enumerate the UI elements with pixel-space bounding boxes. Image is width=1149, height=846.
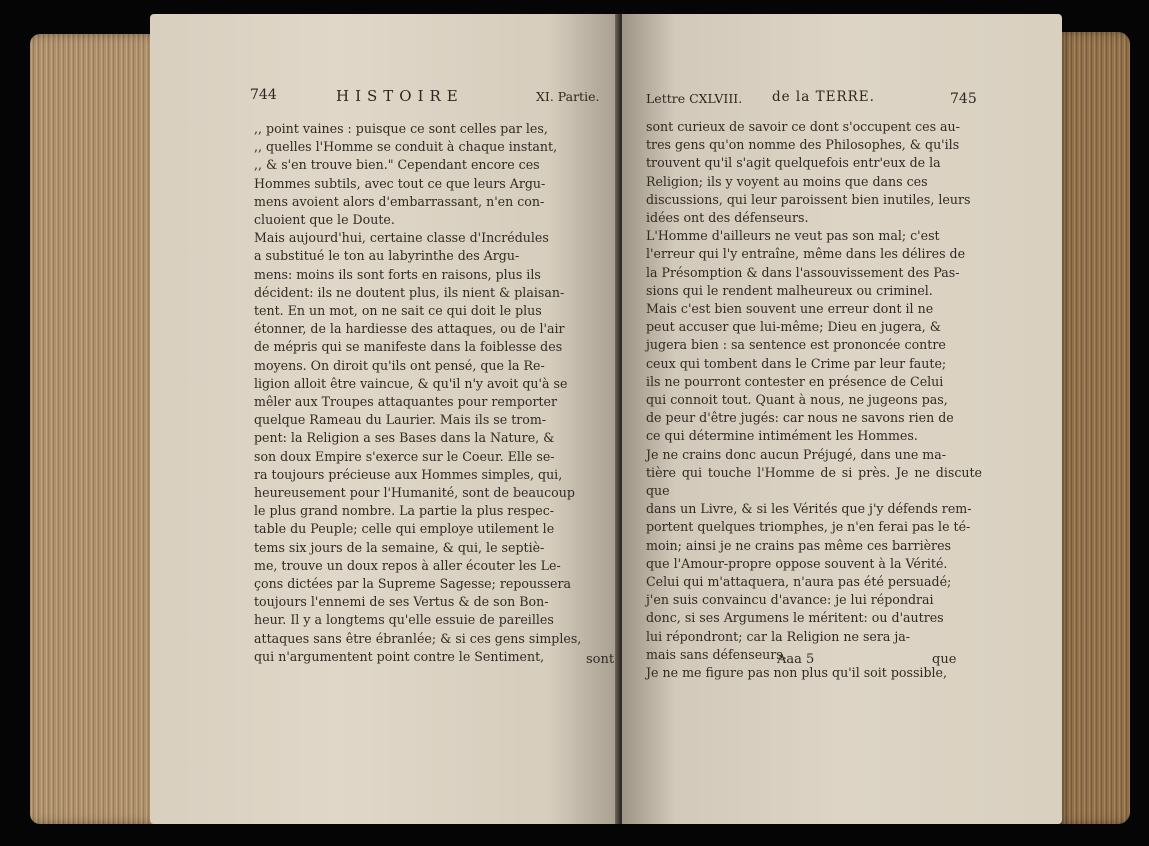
left-text-line: étonner, de la hardiesse des attaques, ou de l'air: [254, 321, 565, 337]
left-text-line: de mépris qui se manifeste dans la foiblesse des: [254, 339, 563, 355]
left-text-line: qui n'argumentent point contre le Sentiment,: [254, 648, 545, 664]
right-text-line: tière qui touche l'Homme de si près. Je ne discute que: [646, 464, 982, 499]
right-text-line: Religion; ils y voyent au moins que dans ces: [646, 173, 928, 189]
left-text-line: me, trouve un doux repos à aller écouter les Le-: [254, 557, 561, 573]
right-letter-label: Lettre CXLVIII.: [646, 91, 743, 106]
right-text-line: ce qui détermine intimément les Hommes.: [646, 428, 918, 444]
left-text-line: cluoient que le Doute.: [254, 212, 395, 228]
left-text-line: mêler aux Troupes attaquantes pour remporter: [254, 394, 558, 410]
left-text-line: ,, & s'en trouve bien." Cependant encore ces: [254, 157, 540, 173]
right-text-line: sions qui le rendent malheureux ou criminel.: [646, 282, 933, 298]
left-text-line: table du Peuple; celle qui employe utilement le: [254, 521, 555, 537]
right-text-line: portent quelques triomphes, je n'en ferai pas le té-: [646, 519, 971, 535]
right-text-line: sont curieux de savoir ce dont s'occupent ces au-: [646, 119, 960, 134]
right-text-line: la Présomption & dans l'assouvissement des Pas-: [646, 264, 960, 280]
left-text-line: heureusement pour l'Humanité, sont de beaucoup: [254, 485, 575, 501]
left-text-line: tent. En un mot, on ne sait ce qui doit le plus: [254, 303, 542, 319]
left-text-line: Mais aujourd'hui, certaine classe d'Incrédules: [254, 230, 549, 246]
right-text-line: Je ne me figure pas non plus qu'il soit possible,: [646, 665, 948, 681]
right-text-line: donc, si ses Argumens le méritent: ou d'autres: [646, 610, 944, 626]
left-text-line: Hommes subtils, avec tout ce que leurs Argu-: [254, 175, 546, 191]
right-text-line: moin; ainsi je ne crains pas même ces barrières: [646, 537, 951, 553]
right-page-number: 745: [950, 91, 977, 107]
left-body-text: [254, 120, 614, 666]
left-catchword: sont: [586, 652, 615, 667]
right-signature-mark: Aaa 5: [777, 652, 815, 667]
left-text-line: mens: moins ils sont forts en raisons, plus ils: [254, 266, 541, 282]
right-text-line: peut accuser que lui-même; Dieu en jugera, &: [646, 319, 941, 335]
left-text-line: ,, point vaines : puisque ce sont celles par les,: [254, 121, 548, 136]
right-body-text: [646, 118, 982, 682]
right-text-line: jugera bien : sa sentence est prononcée contre: [646, 337, 946, 353]
left-text-line: ra toujours précieuse aux Hommes simples, qui,: [254, 466, 563, 482]
right-text-line: l'erreur qui l'y entraîne, même dans les délires de: [646, 246, 966, 262]
right-text-line: L'Homme d'ailleurs ne veut pas son mal; c'est: [646, 228, 940, 244]
right-text-line: j'en suis convaincu d'avance: je lui répondrai: [646, 592, 934, 608]
right-text-line: tres gens qu'on nomme des Philosophes, & qu'ils: [646, 137, 960, 153]
left-page-number: 744: [250, 87, 277, 103]
left-text-line: toujours l'ennemi de ses Vertus & de son Bon-: [254, 594, 549, 610]
right-text-line: idées ont des défenseurs.: [646, 210, 809, 226]
right-text-line: ceux qui tombent dans le Crime par leur faute;: [646, 355, 947, 371]
left-text-line: moyens. On diroit qu'ils ont pensé, que la Re-: [254, 357, 545, 373]
left-text-line: heur. Il y a longtems qu'elle essuie de pareilles: [254, 612, 554, 628]
right-text-line: Je ne crains donc aucun Préjugé, dans une ma-: [646, 446, 946, 462]
left-running-title: HISTOIRE: [336, 87, 464, 105]
left-text-line: tems six jours de la semaine, & qui, le septiè-: [254, 539, 545, 555]
left-page: [150, 14, 620, 824]
right-catchword: que: [932, 652, 957, 667]
right-text-line: Celui qui m'attaquera, n'aura pas été persuadé;: [646, 574, 952, 590]
left-text-line: mens avoient alors d'embarrassant, n'en con-: [254, 193, 545, 209]
left-text-line: le plus grand nombre. La partie la plus respec-: [254, 503, 555, 519]
right-text-line: que l'Amour-propre oppose souvent à la Vérité.: [646, 555, 948, 571]
left-text-line: quelque Rameau du Laurier. Mais ils se trom-: [254, 412, 547, 428]
left-text-line: attaques sans être ébranlée; & si ces gens simples,: [254, 630, 582, 646]
right-text-line: de peur d'être jugés: car nous ne savons rien de: [646, 410, 954, 426]
left-text-line: décident: ils ne doutent plus, ils nient & plaisan-: [254, 284, 565, 300]
left-text-line: ,, quelles l'Homme se conduit à chaque instant,: [254, 139, 558, 155]
right-page-block-edge: [1058, 32, 1130, 824]
right-text-line: lui répondront; car la Religion ne sera ja-: [646, 628, 911, 644]
left-text-line: a substitué le ton au labyrinthe des Argu-: [254, 248, 520, 264]
left-text-line: son doux Empire s'exerce sur le Coeur. Elle se-: [254, 448, 555, 464]
left-text-line: pent: la Religion a ses Bases dans la Nature, &: [254, 430, 555, 446]
right-text-line: ils ne pourront contester en présence de Celui: [646, 373, 944, 389]
right-text-line: dans un Livre, & si les Vérités que j'y défends rem-: [646, 501, 972, 517]
right-text-line: Mais c'est bien souvent une erreur dont il ne: [646, 301, 934, 317]
left-text-line: çons dictées par la Supreme Sagesse; repoussera: [254, 576, 572, 592]
left-part-label: XI. Partie.: [536, 89, 600, 104]
right-text-line: trouvent qu'il s'agit quelquefois entr'eux de la: [646, 155, 941, 171]
left-text-line: ligion alloit être vaincue, & qu'il n'y avoit qu'à se: [254, 375, 568, 391]
right-text-line: discussions, qui leur paroissent bien inutiles, leurs: [646, 191, 971, 207]
right-text-line: qui connoit tout. Quant à nous, ne jugeons pas,: [646, 392, 948, 408]
right-running-title: de la TERRE.: [772, 89, 875, 105]
open-book: [30, 14, 1120, 834]
right-page: [622, 14, 1062, 824]
right-text-line: mais sans défenseurs.: [646, 646, 787, 662]
